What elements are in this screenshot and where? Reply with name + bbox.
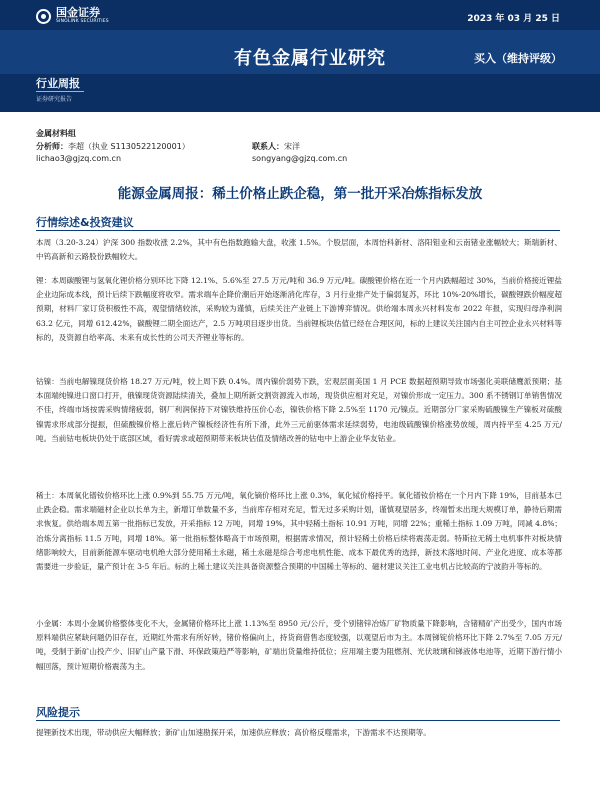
summary-heading: 行情综述&投资建议 [36, 216, 134, 229]
contact-line [252, 141, 300, 152]
risk-heading-rule [36, 720, 560, 721]
report-subtype: 证券研究报告 [36, 96, 73, 103]
summary-heading-rule [36, 230, 560, 231]
rating-label: 买入（维持评级） [474, 52, 562, 65]
rare-earth-paragraph: 稀土：本周氧化镨钕价格环比上涨 0.9%到 55.75 万元/吨，氧化镝价格环比上涨 0.3%，氧化铽价格持平。氧化镨钕价格在一个月内下降 19%，目前基本已止跌企稳。需求端磁材企业以长单为主，新增订单数量不多，当前库存相对充足，暂无过多采购计划，谨慎观望居多，终端暂未出现大规模订单，静待后期需求恢复。供给端本周五第一批指标已发放，开采指标 12 万吨，同增 19%，其中轻稀土指标 10.91 万吨，同增 22%；重稀土指标 1.09 万吨，同减 4.8%；冶炼分离指标 11.5 万吨，同增 18%。第一批指标整体略高于市场预期，根据需求情况，预计轻稀土价格后续将震荡走弱。特斯拉无稀土电机事件对板块情绪影响较大，目前新能源车驱动电机绝大部分使用稀土永磁，稀土永磁是综合考虑电机性能、成本下最优秀的选择，新技术落地时间、产业化进度、成本等都需要进一步验证，量产预计在 3-5 年后。标的上稀土建议关注具备资源整合预期的中国稀土等标的、磁材建议关注工业电机占比较高的宁波韵升等标的。 [36, 491, 562, 572]
team-name: 金属材料组 [36, 129, 76, 138]
contact-label: 联系人： [252, 142, 284, 151]
report-type-divider [36, 91, 84, 92]
risk-heading: 风险提示 [36, 706, 80, 719]
report-date: 2023 年 03 月 25 日 [467, 14, 560, 24]
risk-paragraph: 提锂新技术出现，带动供应大幅释放；新矿山加速勘探开采，加速供应释放；高价格反噬需求，下游需求不达预期等。 [36, 728, 431, 737]
report-header [0, 0, 600, 112]
logo-name-en: SINOLINK SECURITIES [56, 19, 109, 24]
contact-email[interactable]: songyang@gjzq.com.cn [252, 154, 348, 163]
logo-name-cn: 国金证券 [56, 6, 100, 19]
minor-metals-paragraph: 小金属：本周小金属价格整体变化不大，金属锗价格环比上涨 1.13%至 8950 元/公斤，受个别锗锌冶炼厂矿物质量下降影响，含锗精矿产出受少，国内市场原料端供应紧缺问题仍旧存在，近期红外需求有所好转，锗价格偏向上，持货商借售态度较强，以观望后市为主。本周锑锭价格环比下降 2.7%至 7.05 万元/吨，受制于新矿山投产少、旧矿山产量下滑、环保政策趋严等影响，矿端出货量维持低位；应用端主要为阻燃剂、光伏玻璃和锑液体电池等，近期下游行情小幅回落，预计短期价格震荡为主。 [36, 619, 562, 671]
logo-circle-icon [36, 9, 51, 24]
analyst-email[interactable]: lichao3@gjzq.com.cn [36, 154, 122, 163]
cobalt-nickel-paragraph: 钴镍：当前电解镍现货价格 18.27 万元/吨，较上周下跌 0.4%。周内镍价弱势下跌，宏观层面美国 1 月 PCE 数据超预期导致市场强化美联储鹰派预期；基本面端纯镍进口窗口打开，俄镍现货资源陆续清关，叠加上期所新交割资源流入市场，现货供应相对充足，对镍价形成一定压力。300 系不锈钢订单销售情况不佳，终端市场按需采购情绪疲弱，钢厂利润保持下对镍铁维持压价心态，镍铁价格下降 2.5%至 1170 元/镍点。近期部分厂家采购硫酸镍生产镍板对硫酸镍需求形成部分提振，但硫酸镍价格上涨后转产镍板经济性有所下滑，此外三元前驱体需求延续弱势，电池级硫酸镍价格涨势放缓，周内持平至 4.25 万元/吨。当前钴电板块仍处于底部区域，看好需求或超预期带来板块估值及情绪改善的钴电中上游企业华友钴业。 [36, 377, 562, 443]
lithium-paragraph: 锂：本周碳酸锂与氢氧化锂价格分别环比下降 12.1%、5.6%至 27.5 万元/吨和 36.9 万元/吨。碳酸锂价格在近一个月内跌幅超过 30%，当前价格接近锂盐企业边际成本线，预计后续下跌幅度将收窄。需求端车企降价潮后开始逐渐消化库存，3 月行业排产处于偏弱复苏，环比 10%-20%增长，碳酸锂跌价幅度超预期，材料厂家订货积极性不高，观望情绪较浓，采购较为谨慎，后续关注产业链上下游博弈情况。供给端本周永兴材料发布 2022 年报，实现归母净利润 63.2 亿元，同增 612.42%，碳酸锂二期全面达产，2.5 万吨项目逐步出货。当前锂板块估值已经在合理区间，标的上建议关注国内自主可控企业永兴材料等标的，及资源自给率高、未来有成长性的公司天齐锂业等标的。 [36, 276, 562, 342]
main-title: 能源金属周报：稀土价格止跌企稳，第一批开采冶炼指标发放 [117, 186, 483, 202]
analyst-label: 分析师： [36, 142, 68, 151]
contact-name: 宋洋 [284, 142, 300, 151]
report-title: 有色金属行业研究 [234, 48, 386, 69]
company-logo [36, 7, 109, 25]
report-type: 行业周报 [36, 77, 80, 90]
analyst-line [36, 141, 190, 152]
market-overview-paragraph: 本周（3.20-3.24）沪深 300 指数收涨 2.2%，其中有色指数跑输大盘，收涨 1.5%。个股层面，本周怡科新材、洛阳钼业和云南锗业涨幅较大；斯瑞新材、中钨高新和云路股份跌幅较大。 [36, 238, 562, 262]
analyst-name: 李超（执业 S1130522120001） [68, 142, 190, 151]
